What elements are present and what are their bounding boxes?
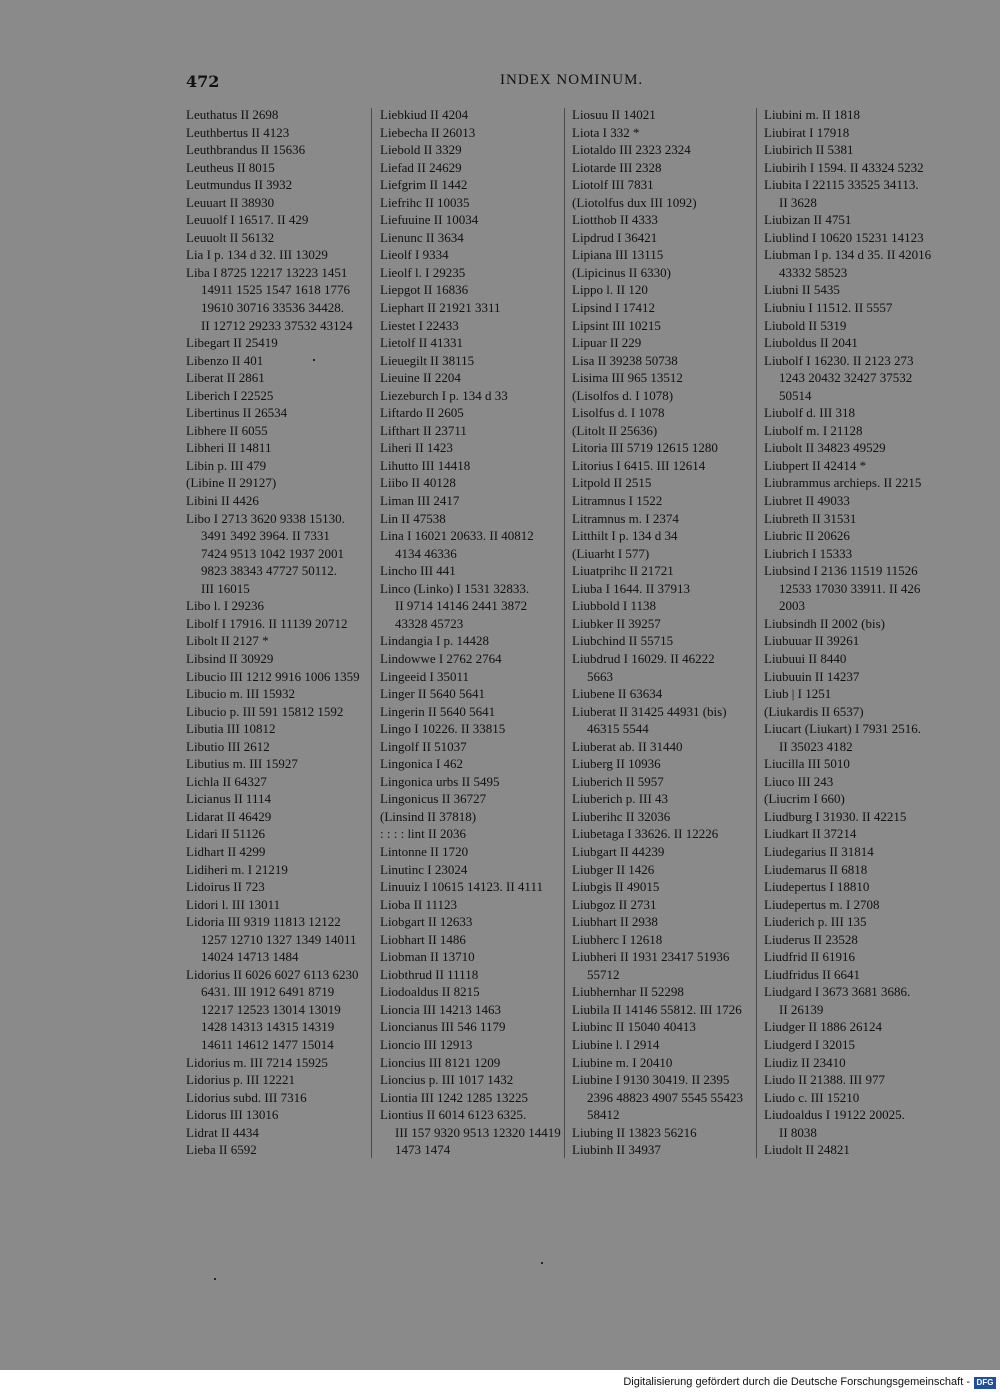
- index-entry-continuation: II 8038: [779, 1124, 817, 1140]
- index-entry: Liebecha II 26013: [380, 124, 476, 140]
- index-entry: Lidari II 51126: [186, 826, 265, 842]
- index-column-1: [186, 106, 372, 1159]
- index-entry-continuation: II 35023 4182: [779, 738, 853, 754]
- index-entry: Lichla II 64327: [186, 773, 267, 789]
- index-entry: Liuberihc II 32036: [572, 808, 671, 824]
- index-entry: Lingonica I 462: [380, 756, 464, 772]
- index-entry: Liuco III 243: [764, 773, 834, 789]
- index-entry: Leuthatus II 2698: [186, 107, 279, 122]
- index-entry: Liubni II 5435: [764, 282, 840, 298]
- index-entry: Linger II 5640 5641: [380, 686, 486, 702]
- index-column-4: [764, 106, 950, 1159]
- index-entry: Liuboldus II 2041: [764, 335, 858, 351]
- index-entry: Liobhart II 1486: [380, 931, 466, 947]
- index-entry: Liosuu II 14021: [572, 107, 656, 122]
- index-entry-continuation: 3491 3492 3964. II 7331: [201, 528, 330, 544]
- index-entry: Liotarde III 2328: [572, 159, 662, 175]
- index-entry-continuation: 9823 38343 47727 50112.: [201, 563, 338, 579]
- index-entry: Liubchind II 55715: [572, 633, 674, 649]
- index-entry: Liontia III 1242 1285 13225: [380, 1089, 529, 1105]
- index-entry: Liubger II 1426: [572, 861, 655, 877]
- index-entry-continuation: 46315 5544: [587, 721, 649, 737]
- index-entry: Liibo II 40128: [380, 475, 456, 491]
- index-entry: Leutheus II 8015: [186, 159, 275, 175]
- index-entry-continuation: 4134 46336: [395, 545, 457, 561]
- index-entry: Liubret II 49033: [764, 493, 850, 509]
- index-entry: Liubrich I 15333: [764, 545, 853, 561]
- index-entry: Lisolfus d. I 1078: [572, 405, 665, 421]
- index-entry: Liubini m. II 1818: [764, 107, 861, 122]
- index-column-3: [572, 106, 758, 1159]
- index-entry: Lisima III 965 13512: [572, 370, 683, 386]
- index-entry: Libenzo II 401: [186, 352, 264, 368]
- index-entry: Liubrammus archieps. II 2215: [764, 475, 922, 491]
- index-entry: Liberich I 22525: [186, 387, 274, 403]
- index-entry: Liubniu I 11512. II 5557: [764, 300, 893, 316]
- index-entry: Lieuine II 2204: [380, 370, 461, 386]
- index-entry: Liubila II 14146 55812. III 1726: [572, 1001, 742, 1017]
- index-entry: Litpold II 2515: [572, 475, 652, 491]
- column-divider: [564, 108, 565, 1158]
- index-entry: Lin II 47538: [380, 510, 446, 526]
- index-entry: Linuuiz I 10615 14123. II 4111: [380, 879, 543, 895]
- scan-speck: [541, 1262, 543, 1264]
- index-entry-continuation: 6431. III 1912 6491 8719: [201, 984, 335, 1000]
- index-entry: Liudemarus II 6818: [764, 861, 868, 877]
- index-entry: Liudoaldus I 19122 20025.: [764, 1107, 905, 1123]
- index-entry: Leuuolt II 56132: [186, 229, 275, 245]
- index-entry: Libutio III 2612: [186, 738, 270, 754]
- index-entry: Libucio III 1212 9916 1006 1359: [186, 668, 360, 684]
- index-entry: Liobgart II 12633: [380, 914, 473, 930]
- index-entry: Linutinc I 23024: [380, 861, 468, 877]
- index-entry: Lia I p. 134 d 32. III 13029: [186, 247, 328, 263]
- index-entry: Lidorius II 6026 6027 6113 6230: [186, 966, 359, 982]
- index-entry: Liudepertus I 18810: [764, 879, 870, 895]
- index-entry: Liefuuine II 10034: [380, 212, 479, 228]
- index-entry: Liubreth II 31531: [764, 510, 857, 526]
- footer-bar: [0, 1373, 1000, 1393]
- index-entry: Libhere II 6055: [186, 422, 268, 438]
- index-entry: Liezeburch I p. 134 d 33: [380, 387, 508, 403]
- index-entry: Liefad II 24629: [380, 159, 462, 175]
- index-entry: Liuatprihc II 21721: [572, 563, 674, 579]
- index-entry: Liubirich II 5381: [764, 142, 854, 158]
- index-entry: Liudiz II 23410: [764, 1054, 846, 1070]
- index-entry: Liubizan II 4751: [764, 212, 852, 228]
- index-entry: Liubker II 39257: [572, 615, 661, 631]
- index-entry: Lingonicus II 36727: [380, 791, 487, 807]
- index-entry: : : : : lint II 2036: [380, 826, 466, 842]
- index-entry-continuation: III 157 9320 9513 12320 14419: [395, 1124, 561, 1140]
- index-entry: Liota I 332 *: [572, 124, 640, 140]
- index-entry: Libutia III 10812: [186, 721, 276, 737]
- index-entry: Liudepertus m. I 2708: [764, 896, 880, 912]
- index-entry: (Liukardis II 6537): [764, 703, 864, 719]
- index-entry: Lieolf l. I 29235: [380, 264, 466, 280]
- index-entry: Libheri II 14811: [186, 440, 272, 456]
- index-entry: Liberat II 2861: [186, 370, 265, 386]
- page-number: 472: [186, 72, 220, 91]
- index-entry: Lippo l. II 120: [572, 282, 648, 298]
- index-entry: Lihutto III 14418: [380, 457, 471, 473]
- index-entry: Lingeeid I 35011: [380, 668, 470, 684]
- index-entry: Liodoaldus II 8215: [380, 984, 480, 1000]
- index-entry: Liudo II 21388. III 977: [764, 1072, 885, 1088]
- index-entry-continuation: 58412: [587, 1107, 620, 1123]
- index-entry-continuation: 43332 58523: [779, 264, 848, 280]
- index-entry: Liubbold I 1138: [572, 598, 657, 614]
- index-entry-continuation: III 16015: [201, 580, 250, 596]
- index-entry: Liebold II 3329: [380, 142, 462, 158]
- index-entry: Lincho III 441: [380, 563, 456, 579]
- index-entry: Liudfrid II 61916: [764, 949, 855, 965]
- index-entry: Liubine m. I 20410: [572, 1054, 673, 1070]
- index-entry: Liuberat II 31425 44931 (bis): [572, 703, 727, 719]
- index-entry: Liubhernhar II 52298: [572, 984, 684, 1000]
- dfg-logo: DFG: [974, 1377, 996, 1389]
- index-entry: Liubuuar II 39261: [764, 633, 860, 649]
- index-entry: (Linsind II 37818): [380, 808, 477, 824]
- index-entry: Lioncius p. III 1017 1432: [380, 1072, 514, 1088]
- index-entry-continuation: 14911 1525 1547 1618 1776: [201, 282, 351, 298]
- index-entry: Lipiana III 13115: [572, 247, 664, 263]
- index-entry-continuation: 50514: [779, 387, 812, 403]
- index-entry: Libucio m. III 15932: [186, 686, 296, 702]
- index-entry: Leuthbrandus II 15636: [186, 142, 306, 158]
- index-entry: Lioncius III 8121 1209: [380, 1054, 501, 1070]
- index-entry: Liubirat I 17918: [764, 124, 850, 140]
- index-entry: Liefrihc II 10035: [380, 194, 470, 210]
- index-entry: Liotaldo III 2323 2324: [572, 142, 691, 158]
- index-entry: Liubhart II 2938: [572, 914, 658, 930]
- index-entry-continuation: 1243 20432 32427 37532: [779, 370, 913, 386]
- index-entry: Liubgoz II 2731: [572, 896, 657, 912]
- index-entry-continuation: 5663: [587, 668, 613, 684]
- index-entry: Liub | I 1251: [764, 686, 832, 702]
- index-entry: Lidiheri m. I 21219: [186, 861, 288, 877]
- index-entry: Liubing II 13823 56216: [572, 1124, 697, 1140]
- index-entry: Lipuar II 229: [572, 335, 642, 351]
- index-entry: Lioncia III 14213 1463: [380, 1001, 501, 1017]
- index-entry: (Lipicinus II 6330): [572, 264, 671, 280]
- index-entry: Libertinus II 26534: [186, 405, 288, 421]
- index-entry: (Lisolfos d. I 1078): [572, 387, 674, 403]
- index-entry: Liubolf I 16230. II 2123 273: [764, 352, 914, 368]
- index-entry: Lienunc II 3634: [380, 229, 464, 245]
- index-entry: Lioncio III 12913: [380, 1036, 473, 1052]
- index-entry: Lietolf II 41331: [380, 335, 464, 351]
- index-entry: Liucilla III 5010: [764, 756, 850, 772]
- index-entry: Lifthart II 23711: [380, 422, 467, 438]
- index-entry: Lidoria III 9319 11813 12122: [186, 914, 341, 930]
- index-entry: Lidorius m. III 7214 15925: [186, 1054, 328, 1070]
- index-entry-continuation: 1428 14313 14315 14319: [201, 1019, 335, 1035]
- index-entry: Liobman II 13710: [380, 949, 475, 965]
- index-entry: Liubpert II 42414 *: [764, 457, 867, 473]
- index-entry-continuation: II 26139: [779, 1001, 824, 1017]
- index-entry: Lingonica urbs II 5495: [380, 773, 500, 789]
- index-entry: Liubsind I 2136 11519 11526: [764, 563, 918, 579]
- index-entry: Liubolf d. III 318: [764, 405, 855, 421]
- index-entry-continuation: 1257 12710 1327 1349 14011: [201, 931, 357, 947]
- scan-speck: [214, 1278, 216, 1280]
- index-entry: Libucio p. III 591 15812 1592: [186, 703, 344, 719]
- index-entry: Libsind II 30929: [186, 650, 274, 666]
- index-entry: Liubgis II 49015: [572, 879, 660, 895]
- index-entry: Libini II 4426: [186, 493, 259, 509]
- index-entry: Liudegarius II 31814: [764, 843, 874, 859]
- index-entry: Lioba II 11123: [380, 896, 458, 912]
- index-entry: Liuberat ab. II 31440: [572, 738, 683, 754]
- index-entry: Libutius m. III 15927: [186, 756, 298, 772]
- index-entry: Licianus II 1114: [186, 791, 271, 807]
- index-entry: Liebkiud II 4204: [380, 107, 469, 122]
- index-entry: Lindowwe I 2762 2764: [380, 650, 502, 666]
- index-entry: Liuberich II 5957: [572, 773, 664, 789]
- index-entry: Liefgrim II 1442: [380, 177, 468, 193]
- index-entry: Liuderich p. III 135: [764, 914, 867, 930]
- index-entry: Libin p. III 479: [186, 457, 267, 473]
- index-entry: Liudolt II 24821: [764, 1142, 850, 1158]
- index-entry: Liubinh II 34937: [572, 1142, 661, 1158]
- index-entry: Liudgerd I 32015: [764, 1036, 855, 1052]
- index-entry-continuation: 43328 45723: [395, 615, 464, 631]
- index-entry: (Liotolfus dux III 1092): [572, 194, 697, 210]
- index-entry: Lipdrud I 36421: [572, 229, 658, 245]
- index-entry: Leuuart II 38930: [186, 194, 275, 210]
- index-entry: Liubinc II 15040 40413: [572, 1019, 696, 1035]
- index-entry: Lieba II 6592: [186, 1142, 257, 1158]
- index-entry-continuation: 2396 48823 4907 5545 55423: [587, 1089, 743, 1105]
- index-entry: Liubuuin II 14237: [764, 668, 860, 684]
- index-entry: Lindangia I p. 14428: [380, 633, 490, 649]
- index-entry: Liuderus II 23528: [764, 931, 858, 947]
- index-entry: Libo l. I 29236: [186, 598, 264, 614]
- index-entry: Lina I 16021 20633. II 40812: [380, 528, 534, 544]
- column-divider: [371, 108, 372, 1158]
- index-entry-continuation: 2003: [779, 598, 805, 614]
- index-entry: Liublind I 10620 15231 14123: [764, 229, 924, 245]
- index-entry: Liman III 2417: [380, 493, 460, 509]
- index-entry: Lidori l. III 13011: [186, 896, 281, 912]
- index-entry: Liotthob II 4333: [572, 212, 658, 228]
- column-divider: [756, 108, 757, 1158]
- index-entry: (Libine II 29127): [186, 475, 277, 491]
- index-entry: Lidorius p. III 12221: [186, 1072, 296, 1088]
- index-entry: Lieuegilt II 38115: [380, 352, 475, 368]
- index-entry: Liubine l. I 2914: [572, 1036, 660, 1052]
- index-entry: Liudo c. III 15210: [764, 1089, 860, 1105]
- index-entry: Liuberg II 10936: [572, 756, 661, 772]
- index-entry: Litramnus m. I 2374: [572, 510, 679, 526]
- index-entry: Liubetaga I 33626. II 12226: [572, 826, 719, 842]
- index-entry: Liuberich p. III 43: [572, 791, 669, 807]
- index-entry: Liubolt II 34823 49529: [764, 440, 886, 456]
- index-entry: Lioncianus III 546 1179: [380, 1019, 506, 1035]
- index-entry: Lidrat II 4434: [186, 1124, 259, 1140]
- index-entry: Liestet I 22433: [380, 317, 459, 333]
- index-entry: Liubene II 63634: [572, 686, 663, 702]
- index-entry: Liudkart II 37214: [764, 826, 857, 842]
- index-entry: Liudger II 1886 26124: [764, 1019, 883, 1035]
- index-entry: Litoria III 5719 12615 1280: [572, 440, 718, 456]
- index-entry: Liubric II 20626: [764, 528, 850, 544]
- index-entry: Libolt II 2127 *: [186, 633, 269, 649]
- page-title: INDEX NOMINUM.: [500, 72, 644, 88]
- index-entry: (Liucrim I 660): [764, 791, 845, 807]
- index-entry-continuation: 14611 14612 1477 15014: [201, 1036, 334, 1052]
- index-entry: Leuuolf I 16517. II 429: [186, 212, 309, 228]
- index-entry-continuation: 12533 17030 33911. II 426: [779, 580, 921, 596]
- index-entry: Liubirih I 1594. II 43324 5232: [764, 159, 924, 175]
- index-entry-continuation: II 12712 29233 37532 43124: [201, 317, 353, 333]
- index-entry: Liubheri II 1931 23417 51936: [572, 949, 730, 965]
- footer-credit: Digitalisierung gefördert durch die Deutsche Forschungsgemeinschaft -: [623, 1376, 970, 1388]
- index-entry: Liontius II 6014 6123 6325.: [380, 1107, 527, 1123]
- index-entry: Lingolf II 51037: [380, 738, 467, 754]
- index-entry: Liubine I 9130 30419. II 2395: [572, 1072, 730, 1088]
- index-entry: Libolf I 17916. II 11139 20712: [186, 615, 348, 631]
- index-entry: Linco (Linko) I 1531 32833.: [380, 580, 530, 596]
- index-entry: Liftardo II 2605: [380, 405, 464, 421]
- index-entry: Liotolf III 7831: [572, 177, 654, 193]
- index-entry-continuation: 19610 30716 33536 34428.: [201, 300, 344, 316]
- index-entry: Liubold II 5319: [764, 317, 847, 333]
- index-entry: Lidhart II 4299: [186, 843, 266, 859]
- index-entry: Lipsind I 17412: [572, 300, 656, 316]
- index-entry: Lidarat II 46429: [186, 808, 272, 824]
- index-entry: Leuthbertus II 4123: [186, 124, 290, 140]
- index-entry: Liubuui II 8440: [764, 650, 847, 666]
- index-entry: Liubsindh II 2002 (bis): [764, 615, 885, 631]
- index-entry: Lipsint III 10215: [572, 317, 661, 333]
- index-entry: Liba I 8725 12217 13223 1451: [186, 264, 348, 280]
- index-entry: Liuba I 1644. II 37913: [572, 580, 691, 596]
- index-entry: Litramnus I 1522: [572, 493, 663, 509]
- index-entry: Litorius I 6415. III 12614: [572, 457, 706, 473]
- index-entry: Liheri II 1423: [380, 440, 453, 456]
- index-entry: Litthilt I p. 134 d 34: [572, 528, 678, 544]
- index-entry: Liobthrud II 11118: [380, 966, 479, 982]
- index-entry-continuation: 7424 9513 1042 1937 2001: [201, 545, 344, 561]
- index-entry: Lingo I 10226. II 33815: [380, 721, 506, 737]
- index-entry-continuation: II 9714 14146 2441 3872: [395, 598, 528, 614]
- index-entry: Liubita I 22115 33525 34113.: [764, 177, 919, 193]
- index-entry: Lidoirus II 723: [186, 879, 265, 895]
- index-entry: Liepgot II 16836: [380, 282, 469, 298]
- index-entry-continuation: II 3628: [779, 194, 817, 210]
- index-entry: Liubgart II 44239: [572, 843, 665, 859]
- index-entry: Lidorus III 13016: [186, 1107, 279, 1123]
- index-entry-continuation: 55712: [587, 966, 620, 982]
- index-entry: Liubherc I 12618: [572, 931, 663, 947]
- index-column-2: [380, 106, 566, 1159]
- scan-speck: [313, 359, 315, 361]
- index-entry: Liudgard I 3673 3681 3686.: [764, 984, 911, 1000]
- index-entry: Liubolf m. I 21128: [764, 422, 863, 438]
- index-entry: Libegart II 25419: [186, 335, 278, 351]
- index-entry: Liudburg I 31930. II 42215: [764, 808, 907, 824]
- index-entry: Lingerin II 5640 5641: [380, 703, 496, 719]
- index-entry: Lintonne II 1720: [380, 843, 469, 859]
- index-entry: Liudfridus II 6641: [764, 966, 861, 982]
- index-entry: Liubman I p. 134 d 35. II 42016: [764, 247, 932, 263]
- index-entry: Liubdrud I 16029. II 46222: [572, 650, 715, 666]
- index-entry: (Litolt II 25636): [572, 422, 658, 438]
- index-entry: Lidorius subd. III 7316: [186, 1089, 307, 1105]
- index-entry: Leutmundus II 3932: [186, 177, 293, 193]
- index-entry: Lieolf I 9334: [380, 247, 449, 263]
- index-entry-continuation: 12217 12523 13014 13019: [201, 1001, 341, 1017]
- index-entry: Lisa II 39238 50738: [572, 352, 678, 368]
- index-entry-continuation: 1473 1474: [395, 1142, 451, 1158]
- index-entry: (Liuarht I 577): [572, 545, 650, 561]
- index-entry-continuation: 14024 14713 1484: [201, 949, 299, 965]
- index-entry: Libo I 2713 3620 9338 15130.: [186, 510, 345, 526]
- index-entry: Liephart II 21921 3311: [380, 300, 501, 316]
- index-entry: Liucart (Liukart) I 7931 2516.: [764, 721, 922, 737]
